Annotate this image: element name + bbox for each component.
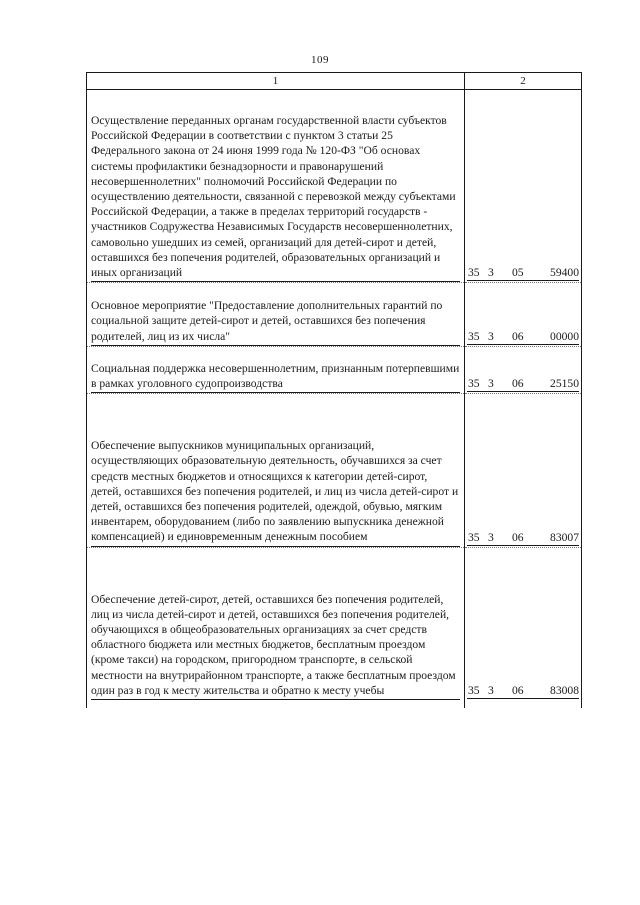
table-row	[87, 547, 582, 700]
row-code-cell	[465, 283, 582, 347]
classification-code	[467, 265, 579, 281]
code-event: 06	[512, 684, 524, 698]
row-description: Обеспечение выпускников муниципальных организаций, осуществляющих образовательную деятельность, обучавшихся за счет средств местных бюджетов и относящихся к категории детей-сирот, детей, оставшихся без попечения родителей, и лиц из числа детей-сирот и детей, оставшихся без попечения родителей, одеждой, обувью, мягким инвентарем, оборудованием (либо по заявлению выпускника денежной компенсацией) и единовременным денежным пособием	[91, 438, 460, 546]
header-col-2: 2	[465, 73, 582, 90]
classification-code	[467, 683, 579, 699]
page-number: 109	[311, 54, 329, 66]
table-end-row	[87, 700, 582, 708]
code-subprogram: 3	[488, 329, 494, 343]
classification-code	[467, 530, 579, 546]
code-subprogram: 3	[488, 266, 494, 280]
row-description: Социальная поддержка несовершеннолетним, признанным потерпевшими в рамках уголовного судопроизводства	[91, 361, 460, 393]
row-code-cell	[465, 90, 582, 283]
code-direction: 25150	[550, 377, 579, 391]
code-program: 35	[468, 530, 480, 544]
row-description-cell	[87, 547, 465, 700]
code-program: 35	[468, 329, 480, 343]
code-subprogram: 3	[488, 684, 494, 698]
code-event: 06	[512, 329, 524, 343]
table-header-row	[87, 73, 582, 90]
code-program: 35	[468, 684, 480, 698]
row-description: Обеспечение детей-сирот, детей, оставшихся без попечения родителей, лиц из числа детей-сирот и детей, оставшихся без попечения родителей, обучающихся в общеобразовательных организациях за счет средств областного бюджета или местных бюджетов, бесплатным проездом (кроме такси) на городском, пригородном транспорте, в сельской местности на внутрирайонном транспорте, а также бесплатным проездом один раз в год к месту жительства и обратно к месту учебы	[91, 592, 460, 700]
row-description-cell	[87, 346, 465, 393]
row-description-cell	[87, 283, 465, 347]
table-row	[87, 394, 582, 547]
code-subprogram: 3	[488, 377, 494, 391]
code-event: 06	[512, 377, 524, 391]
classification-code	[467, 329, 579, 345]
code-direction: 00000	[550, 329, 579, 343]
row-description: Основное мероприятие "Предоставление дополнительных гарантий по социальной защите детей-сирот и детей, оставшихся без попечения родителей, лиц из их числа"	[91, 298, 460, 346]
code-subprogram: 3	[488, 530, 494, 544]
header-col-1: 1	[87, 73, 465, 90]
row-description: Осуществление переданных органам государственной власти субъектов Российской Федерации в соответствии с пунктом 3 статьи 25 Федерального закона от 24 июня 1999 года № 120-ФЗ "Об основах системы профилактики безнадзорности и правонарушений несовершеннолетних" полномочий Российской Федерации по осуществлению деятельности, связанной с перевозкой между субъектами Российской Федерации, а также в пределах территорий государств - участников Содружества Независимых Государств несовершеннолетних, самовольно ушедших из семей, организаций для детей-сирот и детей, оставшихся без попечения родителей, образовательных организаций и иных организаций	[91, 113, 460, 282]
row-description-cell	[87, 394, 465, 547]
row-code-cell	[465, 346, 582, 393]
table-row	[87, 283, 582, 347]
code-event: 06	[512, 530, 524, 544]
classification-code	[467, 376, 579, 392]
row-code-cell	[465, 547, 582, 700]
table-row	[87, 90, 582, 283]
row-code-cell	[465, 394, 582, 547]
budget-classification-table	[86, 72, 582, 708]
code-direction: 59400	[550, 266, 579, 280]
code-program: 35	[468, 266, 480, 280]
code-direction: 83008	[550, 684, 579, 698]
code-event: 05	[512, 266, 524, 280]
row-description-cell	[87, 90, 465, 283]
code-program: 35	[468, 377, 480, 391]
table-row	[87, 346, 582, 393]
code-direction: 83007	[550, 530, 579, 544]
